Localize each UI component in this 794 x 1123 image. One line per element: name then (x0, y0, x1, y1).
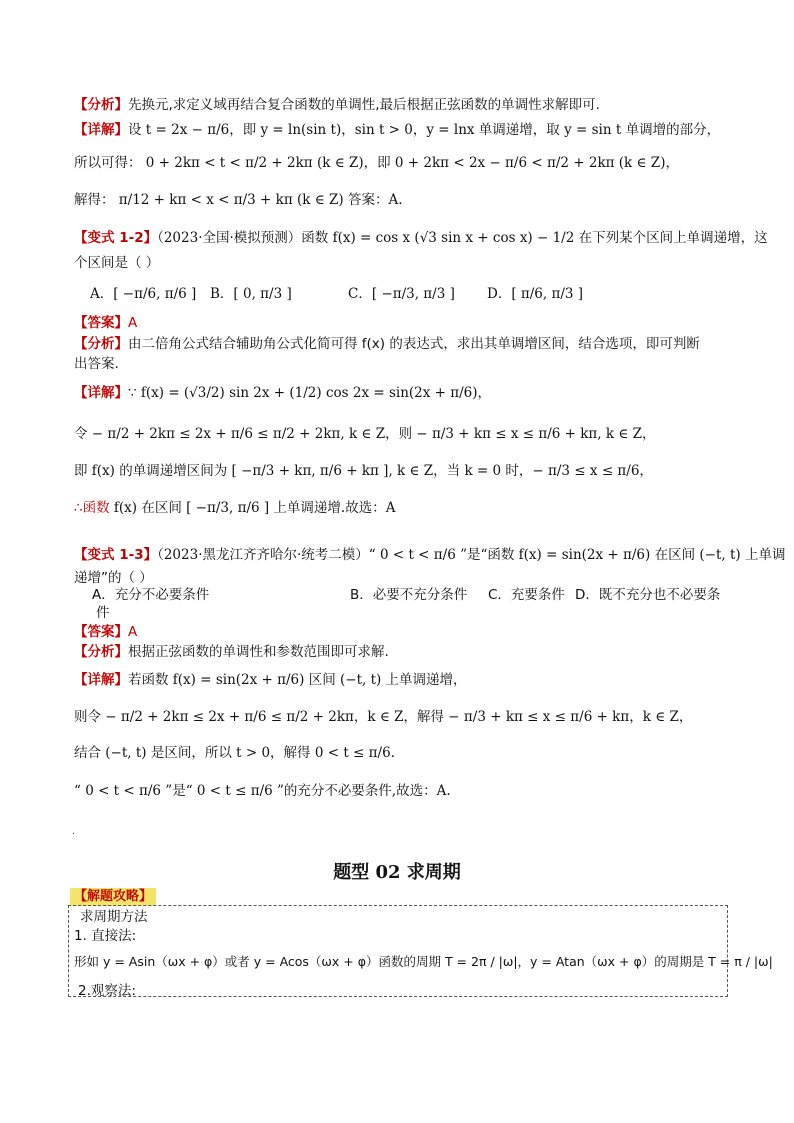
answer-value: A (128, 624, 138, 640)
analysis-tag: 【分析】 (74, 336, 128, 352)
detail-tag: 【详解】 (74, 122, 128, 138)
variant-1-3-answer (74, 622, 137, 642)
variant-1-2-analysis-cont: 出答案. (74, 356, 119, 372)
therefore-prefix: ∴函数 (74, 500, 110, 516)
detail-line-3: 解得： π/12 + kπ < x < π/3 + kπ (k ∈ Z) 答案：A. (74, 192, 403, 208)
box-title: 求周期方法 (80, 909, 148, 925)
choice-d: D．既不充分也不必要条 (575, 587, 721, 603)
analysis-line (74, 95, 600, 115)
detail-tag: 【详解】 (74, 672, 128, 688)
detail-tag: 【详解】 (74, 385, 128, 401)
box-line-2: 形如 y = Asin（ωx + φ）或者 y = Acos（ωx + φ）函数的周期 T = 2π / |ω|，y = Atan（ωx + φ）的周期是 T = π / |ω| (74, 954, 773, 969)
choice-a: A．充分不必要条件 (92, 587, 210, 603)
variant-1-3-detail-4: “ 0 < t < π/6 ”是“ 0 < t ≤ π/6 ”的充分不必要条件,故选：A. (74, 783, 451, 799)
analysis-tag: 【分析】 (74, 644, 128, 660)
variant-1-2-detail-2: 令 − π/2 + 2kπ ≤ 2x + π/6 ≤ π/2 + 2kπ, k ∈ Z，则 − π/3 + kπ ≤ x ≤ π/6 + kπ, k ∈ Z， (74, 426, 656, 442)
variant-1-2-detail-3: 即 f(x) 的单调递增区间为 [ −π/3 + kπ, π/6 + kπ ], k ∈ Z，当 k = 0 时，− π/3 ≤ x ≤ π/6， (74, 463, 653, 479)
variant-1-3-detail-1 (74, 670, 467, 690)
strategy-tag: 【解题攻略】 (70, 888, 156, 906)
variant-1-3-stem-cont: 递增”的（ ） (74, 570, 153, 586)
detail-text: ∵ f(x) = (√3/2) sin 2x + (1/2) cos 2x = sin(2x + π/6)， (128, 385, 492, 401)
variant-1-2-answer (74, 313, 137, 333)
strategy-box (68, 905, 728, 997)
answer-tag: 【答案】 (74, 624, 128, 640)
variant-1-2-stem-text: （2023·全国·模拟预测）函数 f(x) = cos x (√3 sin x + cos x) − 1/2 在下列某个区间上单调递增，这 (157, 230, 768, 246)
analysis-text: 根据正弦函数的单调性和参数范围即可求解. (128, 644, 389, 660)
section-title: 题型 02 求周期 (333, 862, 461, 883)
choice-d: D．[ π/6, π/3 ] (487, 286, 584, 302)
variant-1-2-tag: 【变式 1-2】 (74, 230, 158, 246)
variant-1-3-detail-3: 结合 (−t, t) 是区间，所以 t > 0，解得 0 < t ≤ π/6. (74, 745, 395, 761)
variant-1-3-stem-text: （2023·黑龙江齐齐哈尔·统考二模）“ 0 < t < π/6 ”是“函数 f(x) = sin(2x + π/6) 在区间 (−t, t) 上单调 (157, 547, 786, 563)
detail-text: f(x) 在区间 [ −π/3, π/6 ] 上单调递增.故选：A (109, 500, 396, 516)
variant-1-3-detail-2: 则令 − π/2 + 2kπ ≤ 2x + π/6 ≤ π/2 + 2kπ，k ∈ Z，解得 − π/3 + kπ ≤ x ≤ π/6 + kπ，k ∈ Z， (74, 709, 693, 725)
detail-text: 若函数 f(x) = sin(2x + π/6) 区间 (−t, t) 上单调递增， (128, 672, 467, 688)
variant-1-2-stem (74, 228, 768, 248)
analysis-text: 先换元,求定义域再结合复合函数的单调性,最后根据正弦函数的单调性求解即可. (128, 97, 600, 113)
variant-1-3-stem (74, 545, 785, 565)
box-line-3: 2.观察法: (78, 983, 136, 999)
variant-1-2-detail-4 (74, 498, 395, 518)
choice-b: B．必要不充分条件 (350, 587, 468, 603)
choice-c: C．[ −π/3, π/3 ] (348, 286, 455, 302)
variant-1-3-analysis (74, 642, 389, 662)
variant-1-3-tag: 【变式 1-3】 (74, 547, 158, 563)
choice-d-cont: 件 (96, 605, 110, 621)
choice-a: A．[ −π/6, π/6 ] (90, 286, 197, 302)
choice-c: C．充要条件 (488, 587, 565, 603)
detail-text-1: 设 t = 2x − π/6，即 y = ln(sin t)，sin t > 0，y = lnx 单调递增，取 y = sin t 单调增的部分， (128, 122, 721, 138)
detail-line-1 (74, 120, 720, 140)
detail-line-2: 所以可得： 0 + 2kπ < t < π/2 + 2kπ (k ∈ Z)，即 0 + 2kπ < 2x − π/6 < π/2 + 2kπ (k ∈ Z)， (74, 155, 679, 171)
box-line-1: 1. 直接法: (74, 928, 137, 944)
variant-1-2-stem-cont: 个区间是（ ） (74, 255, 160, 271)
answer-tag: 【答案】 (74, 315, 128, 331)
variant-1-2-analysis (74, 334, 700, 354)
stray-dot: . (72, 826, 76, 837)
answer-value: A (128, 315, 138, 331)
analysis-tag: 【分析】 (74, 97, 128, 113)
analysis-text: 由二倍角公式结合辅助角公式化简可得 f(x) 的表达式，求出其单调增区间，结合选项，即可判断 (128, 336, 700, 352)
choice-b: B．[ 0, π/3 ] (210, 286, 292, 302)
variant-1-2-detail-1 (74, 383, 491, 403)
